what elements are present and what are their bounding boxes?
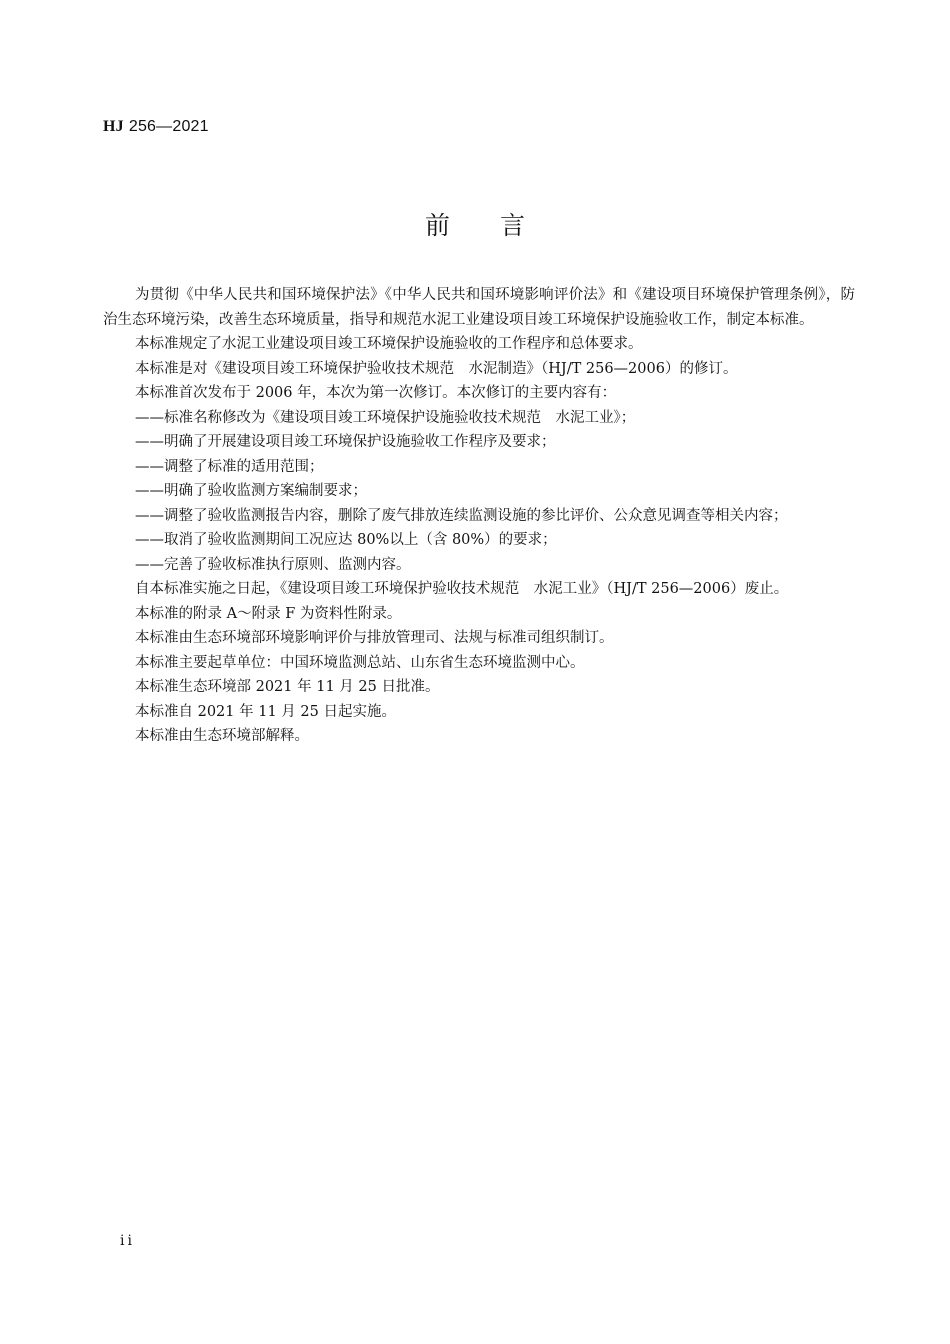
paragraph: 本标准由生态环境部环境影响评价与排放管理司、法规与标准司组织制订。 — [135, 630, 614, 646]
list-item: ——明确了开展建设项目竣工环境保护设施验收工作程序及要求； — [135, 434, 556, 450]
standard-code: HJ — [103, 118, 124, 135]
document-header — [103, 116, 209, 136]
page-title: 前言 — [424, 211, 575, 240]
paragraph: 本标准规定了水泥工业建设项目竣工环境保护设施验收的工作程序和总体要求。 — [135, 336, 643, 352]
paragraph: 自本标准实施之日起，《建设项目竣工环境保护验收技术规范 水泥工业》（HJ/T 256—2006）废止。 — [135, 581, 789, 597]
list-item: ——明确了验收监测方案编制要求； — [135, 483, 367, 499]
list-item: ——调整了标准的适用范围； — [135, 458, 324, 475]
paragraph: 本标准生态环境部 2021 年 11 月 25 日批准。 — [135, 679, 440, 695]
page-number: ii — [120, 1233, 135, 1249]
standard-number: 256—2021 — [128, 118, 209, 135]
foreword-body — [103, 283, 855, 749]
paragraph: 本标准的附录 A～附录 F 为资料性附录。 — [135, 605, 402, 622]
list-item: ——标准名称修改为《建设项目竣工环境保护设施验收技术规范 水泥工业》； — [135, 409, 636, 426]
list-item: ——调整了验收监测报告内容，删除了废气排放连续监测设施的参比评价、公众意见调查等相关内容； — [135, 507, 788, 524]
paragraph: 本标准自 2021 年 11 月 25 日起实施。 — [135, 703, 396, 720]
paragraph: 为贯彻《中华人民共和国环境保护法》《中华人民共和国环境影响评价法》和《建设项目环境保护管理条例》，防治生态环境污染，改善生态环境质量，指导和规范水泥工业建设项目竣工环境保护设施验收工作，制定本标准。 — [103, 287, 855, 328]
list-item: ——完善了验收标准执行原则、监测内容。 — [135, 556, 411, 573]
list-item: ——取消了验收监测期间工况应达 80%以上（含 80%）的要求； — [135, 532, 557, 548]
paragraph: 本标准由生态环境部解释。 — [135, 728, 309, 744]
paragraph: 本标准首次发布于 2006 年，本次为第一次修订。本次修订的主要内容有： — [135, 385, 617, 401]
paragraph: 本标准主要起草单位：中国环境监测总站、山东省生态环境监测中心。 — [135, 654, 585, 671]
paragraph: 本标准是对《建设项目竣工环境保护验收技术规范 水泥制造》（HJ/T 256—2006）的修订。 — [135, 360, 738, 377]
